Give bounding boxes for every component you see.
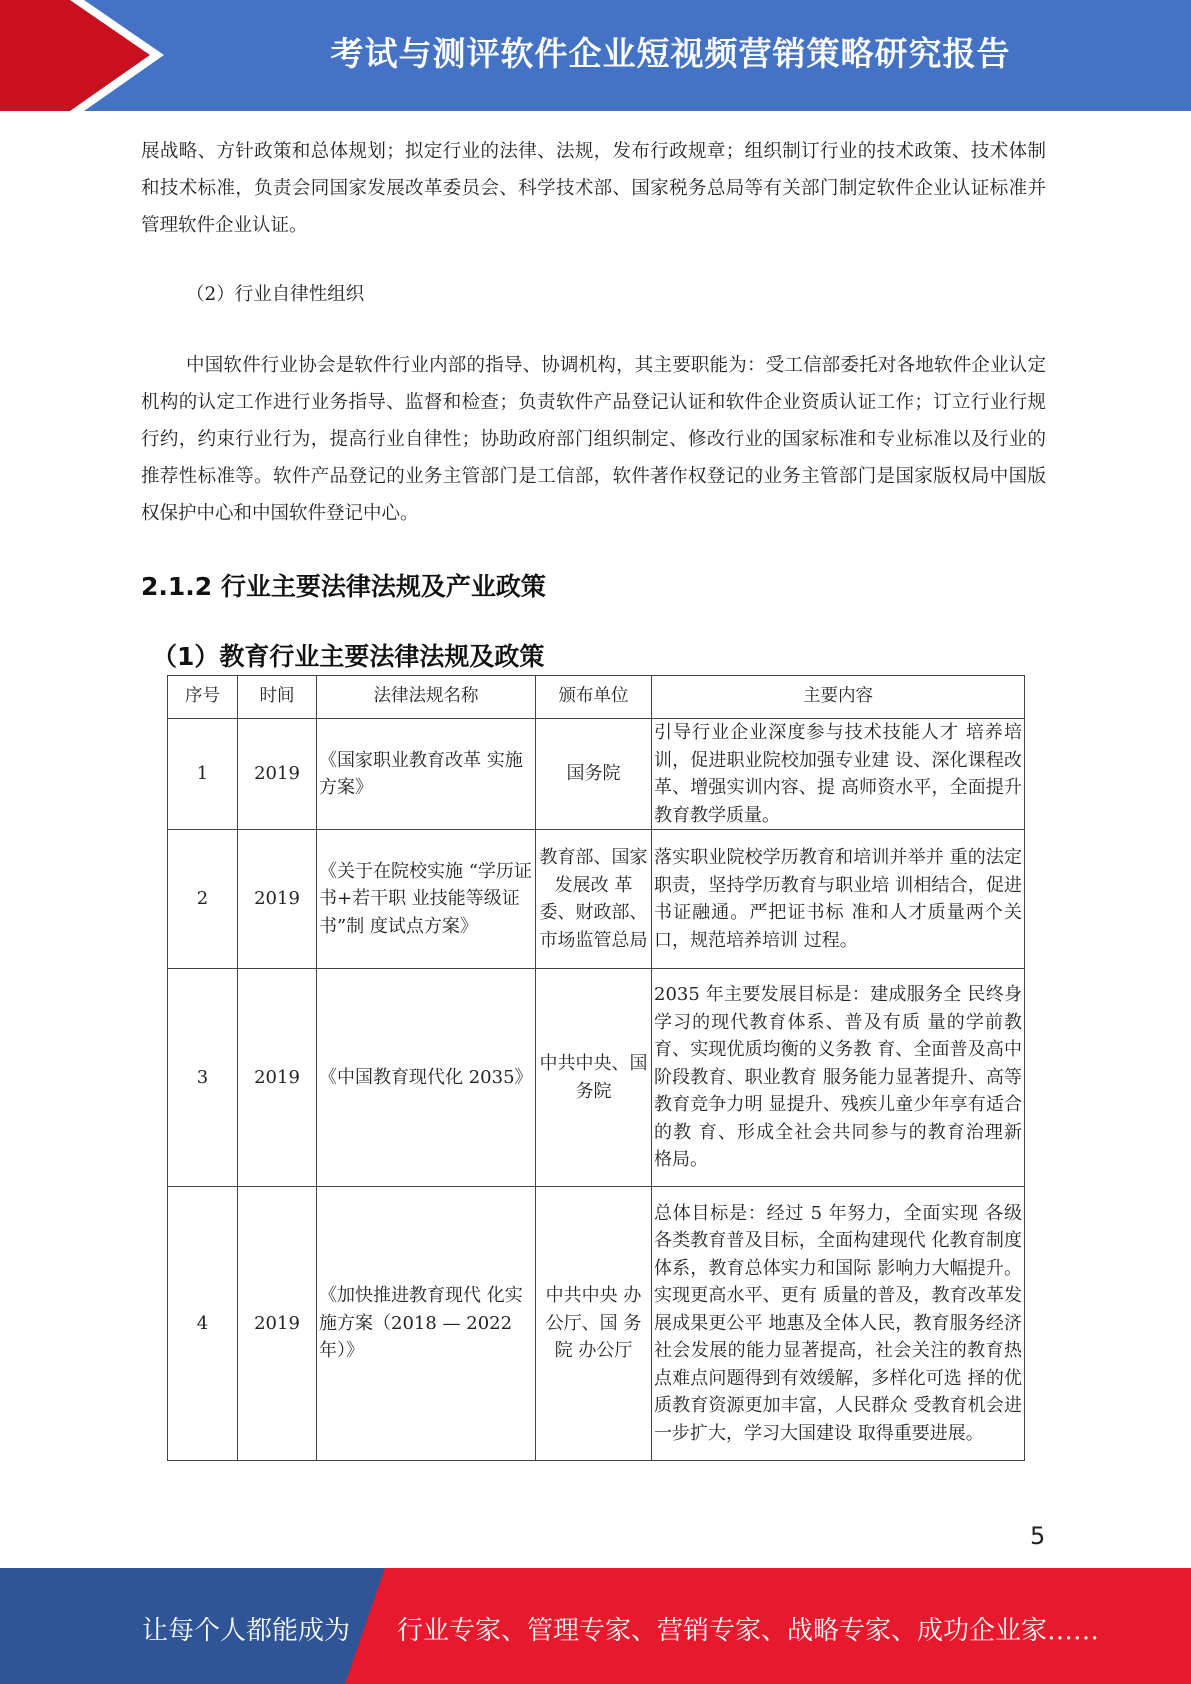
subheading-self-regulatory-org: （2）行业自律性组织: [186, 284, 365, 305]
cell-issuer: 国务院: [536, 719, 652, 830]
cell-issuer: 中共中央 办公厅、国 务院 办公厅: [536, 1187, 652, 1461]
report-title: 考试与测评软件企业短视频营销策略研究报告: [330, 34, 1011, 73]
cell-no: 3: [168, 969, 238, 1187]
table-row: [168, 1187, 1025, 1461]
col-header-name: 法律法规名称: [317, 676, 536, 719]
cell-no: 4: [168, 1187, 238, 1461]
paragraph-software-association: 中国软件行业协会是软件行业内部的指导、协调机构，其主要职能为：受工信部委托对各地软件企业认定机构的认定工作进行业务指导、监督和检查；负责软件产品登记认证和软件企业资质认证工作；订立行业行规行约，约束行业行为，提高行业自律性；协助政府部门组织制定、修改行业的国家标准和专业标准以及行业的推荐性标准等。软件产品登记的业务主管部门是工信部，软件著作权登记的业务主管部门是国家版权局中国版权保护中心和中国软件登记中心。: [141, 355, 1046, 524]
table-row: [168, 830, 1025, 969]
cell-time: 2019: [238, 830, 317, 969]
cell-issuer: 教育部、国家发展改 革委、财政部、市场监管总局: [536, 830, 652, 969]
cell-content: 引导行业企业深度参与技术技能人才 培养培训，促进职业院校加强专业建 设、深化课程改革、增强实训内容、提 高师资水平，全面提升教育教学质量。: [652, 719, 1025, 830]
cell-name: 《国家职业教育改革 实施方案》: [317, 719, 536, 830]
cell-name: 《中国教育现代化 2035》: [317, 969, 536, 1187]
header-red-arrow: [0, 0, 150, 111]
col-header-content: 主要内容: [652, 676, 1025, 719]
table-caption-education-policies: （1）教育行业主要法律法规及政策: [152, 642, 545, 671]
cell-no: 1: [168, 719, 238, 830]
cell-name: 《关于在院校实施 “学历证书+若干职 业技能等级证书”制 度试点方案》: [317, 830, 536, 969]
cell-content: 2035 年主要发展目标是：建成服务全 民终身学习的现代教育体系、普及有质 量的学前教育、实现优质均衡的义务教 育、全面普及高中阶段教育、职业教育 服务能力显著提升、高等教育竞争力明 显提升、残疾儿童少年享有适合的教 育、形成全社会共同参与的教育治理新 格局。: [652, 969, 1025, 1187]
page-header: [0, 0, 1191, 111]
col-header-time: 时间: [238, 676, 317, 719]
cell-content: 总体目标是：经过 5 年努力，全面实现 各级各类教育普及目标，全面构建现代 化教育制度体系，教育总体实力和国际 影响力大幅提升。实现更高水平、更有 质量的普及，教育改革发展成果更公平 地惠及全体人民，教育服务经济社会发展的能力显著提高，社会关注的教育热 点难点问题得到有效缓解，多样化可选 择的优质教育资源更加丰富，人民群众 受教育机会进一步扩大，学习大国建设 取得重要进展。: [652, 1187, 1025, 1461]
section-heading-2-1-2: 2.1.2 行业主要法律法规及产业政策: [141, 572, 546, 601]
col-header-issuer: 颁布单位: [536, 676, 652, 719]
table-header-row: [168, 676, 1025, 719]
col-header-no: 序号: [168, 676, 238, 719]
cell-time: 2019: [238, 1187, 317, 1461]
page-footer: [0, 1568, 1191, 1684]
cell-no: 2: [168, 830, 238, 969]
table-row: [168, 969, 1025, 1187]
cell-name: 《加快推进教育现代 化实施方案（2018 — 2022 年）》: [317, 1187, 536, 1461]
page-number: 5: [1030, 1522, 1046, 1550]
table-row: [168, 719, 1025, 830]
cell-content: 落实职业院校学历教育和培训并举并 重的法定职责，坚持学历教育与职业培 训相结合，促进书证融通。严把证书标 准和人才质量两个关口，规范培养培训 过程。: [652, 830, 1025, 969]
footer-slogan-right: 行业专家、管理专家、营销专家、战略专家、成功企业家……: [397, 1616, 1100, 1646]
cell-time: 2019: [238, 969, 317, 1187]
education-policy-table: [167, 675, 1025, 1461]
cell-time: 2019: [238, 719, 317, 830]
paragraph-ministry-duties: 展战略、方针政策和总体规划；拟定行业的法律、法规，发布行政规章；组织制订行业的技术政策、技术体制和技术标准，负责会同国家发展改革委员会、科学技术部、国家税务总局等有关部门制定软件企业认证标准并管理软件企业认证。: [141, 141, 1046, 236]
footer-slogan-left: 让每个人都能成为: [142, 1616, 351, 1646]
cell-issuer: 中共中央、国务院: [536, 969, 652, 1187]
